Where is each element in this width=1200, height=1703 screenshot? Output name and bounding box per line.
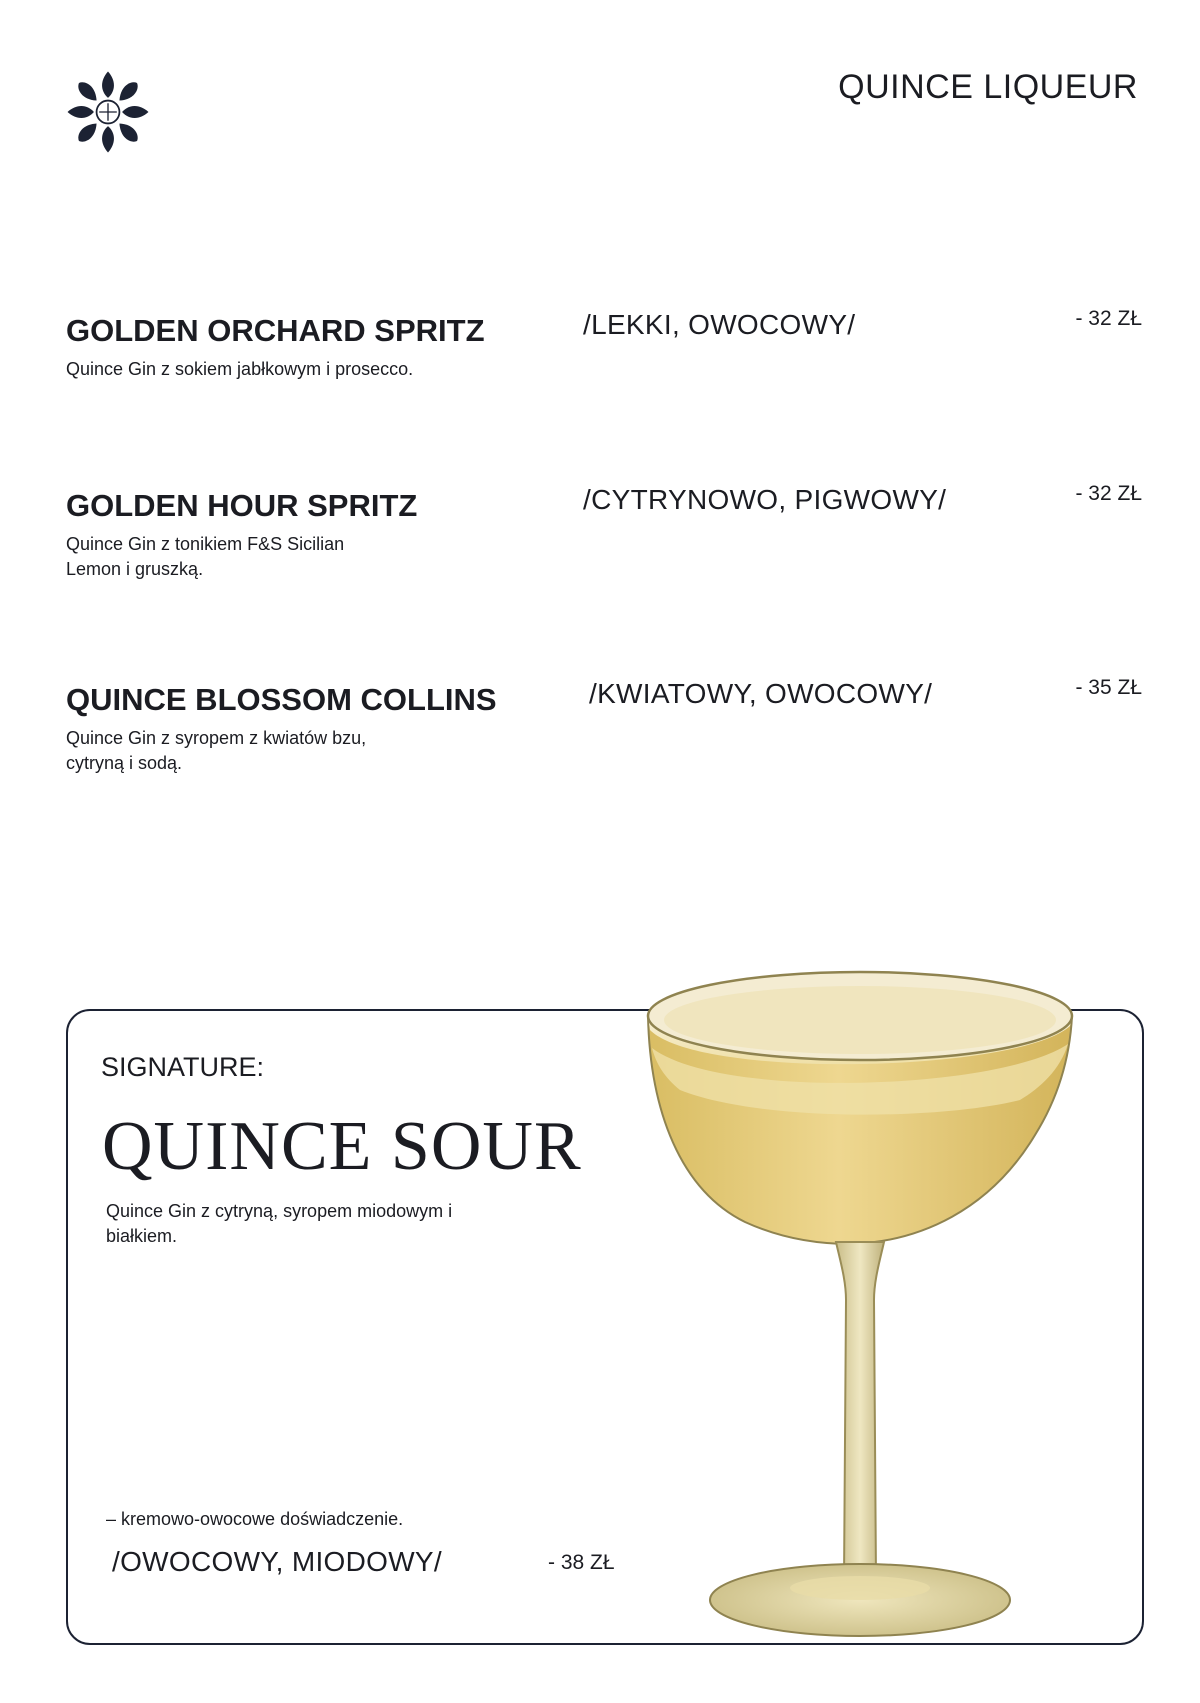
signature-flavor: /OWOCOWY, MIODOWY/ [112,1546,442,1577]
signature-description: Quince Gin z cytryną, syropem miodowym i białkiem. [106,1201,453,1246]
item-flavor: /LEKKI, OWOCOWY/ [583,309,856,340]
item-price: - 32 ZŁ [1075,307,1142,330]
signature-label: SIGNATURE: [101,1052,265,1082]
item-name: GOLDEN HOUR SPRITZ [66,488,418,523]
item-flavor: /CYTRYNOWO, PIGWOWY/ [583,484,947,515]
item-price: - 32 ZŁ [1075,482,1142,505]
item-name: GOLDEN ORCHARD SPRITZ [66,313,485,348]
item-description: Quince Gin z sokiem jabłkowym i prosecco. [66,359,414,379]
signature-note: – kremowo-owocowe doświadczenie. [106,1509,404,1529]
item-description: Quince Gin z tonikiem F&S Sicilian Lemon i gruszką. [66,534,345,579]
item-price: - 35 ZŁ [1075,676,1142,699]
item-description: Quince Gin z syropem z kwiatów bzu, cytryną i sodą. [66,728,367,773]
flower-ornament-icon [64,68,152,156]
page-title: QUINCE LIQUEUR [838,68,1138,106]
item-flavor: /KWIATOWY, OWOCOWY/ [589,678,933,709]
coupe-cocktail-glass-icon [640,960,1110,1660]
signature-price: - 38 ZŁ [548,1551,615,1574]
signature-title: QUINCE SOUR [102,1108,582,1185]
item-name: QUINCE BLOSSOM COLLINS [66,682,497,717]
